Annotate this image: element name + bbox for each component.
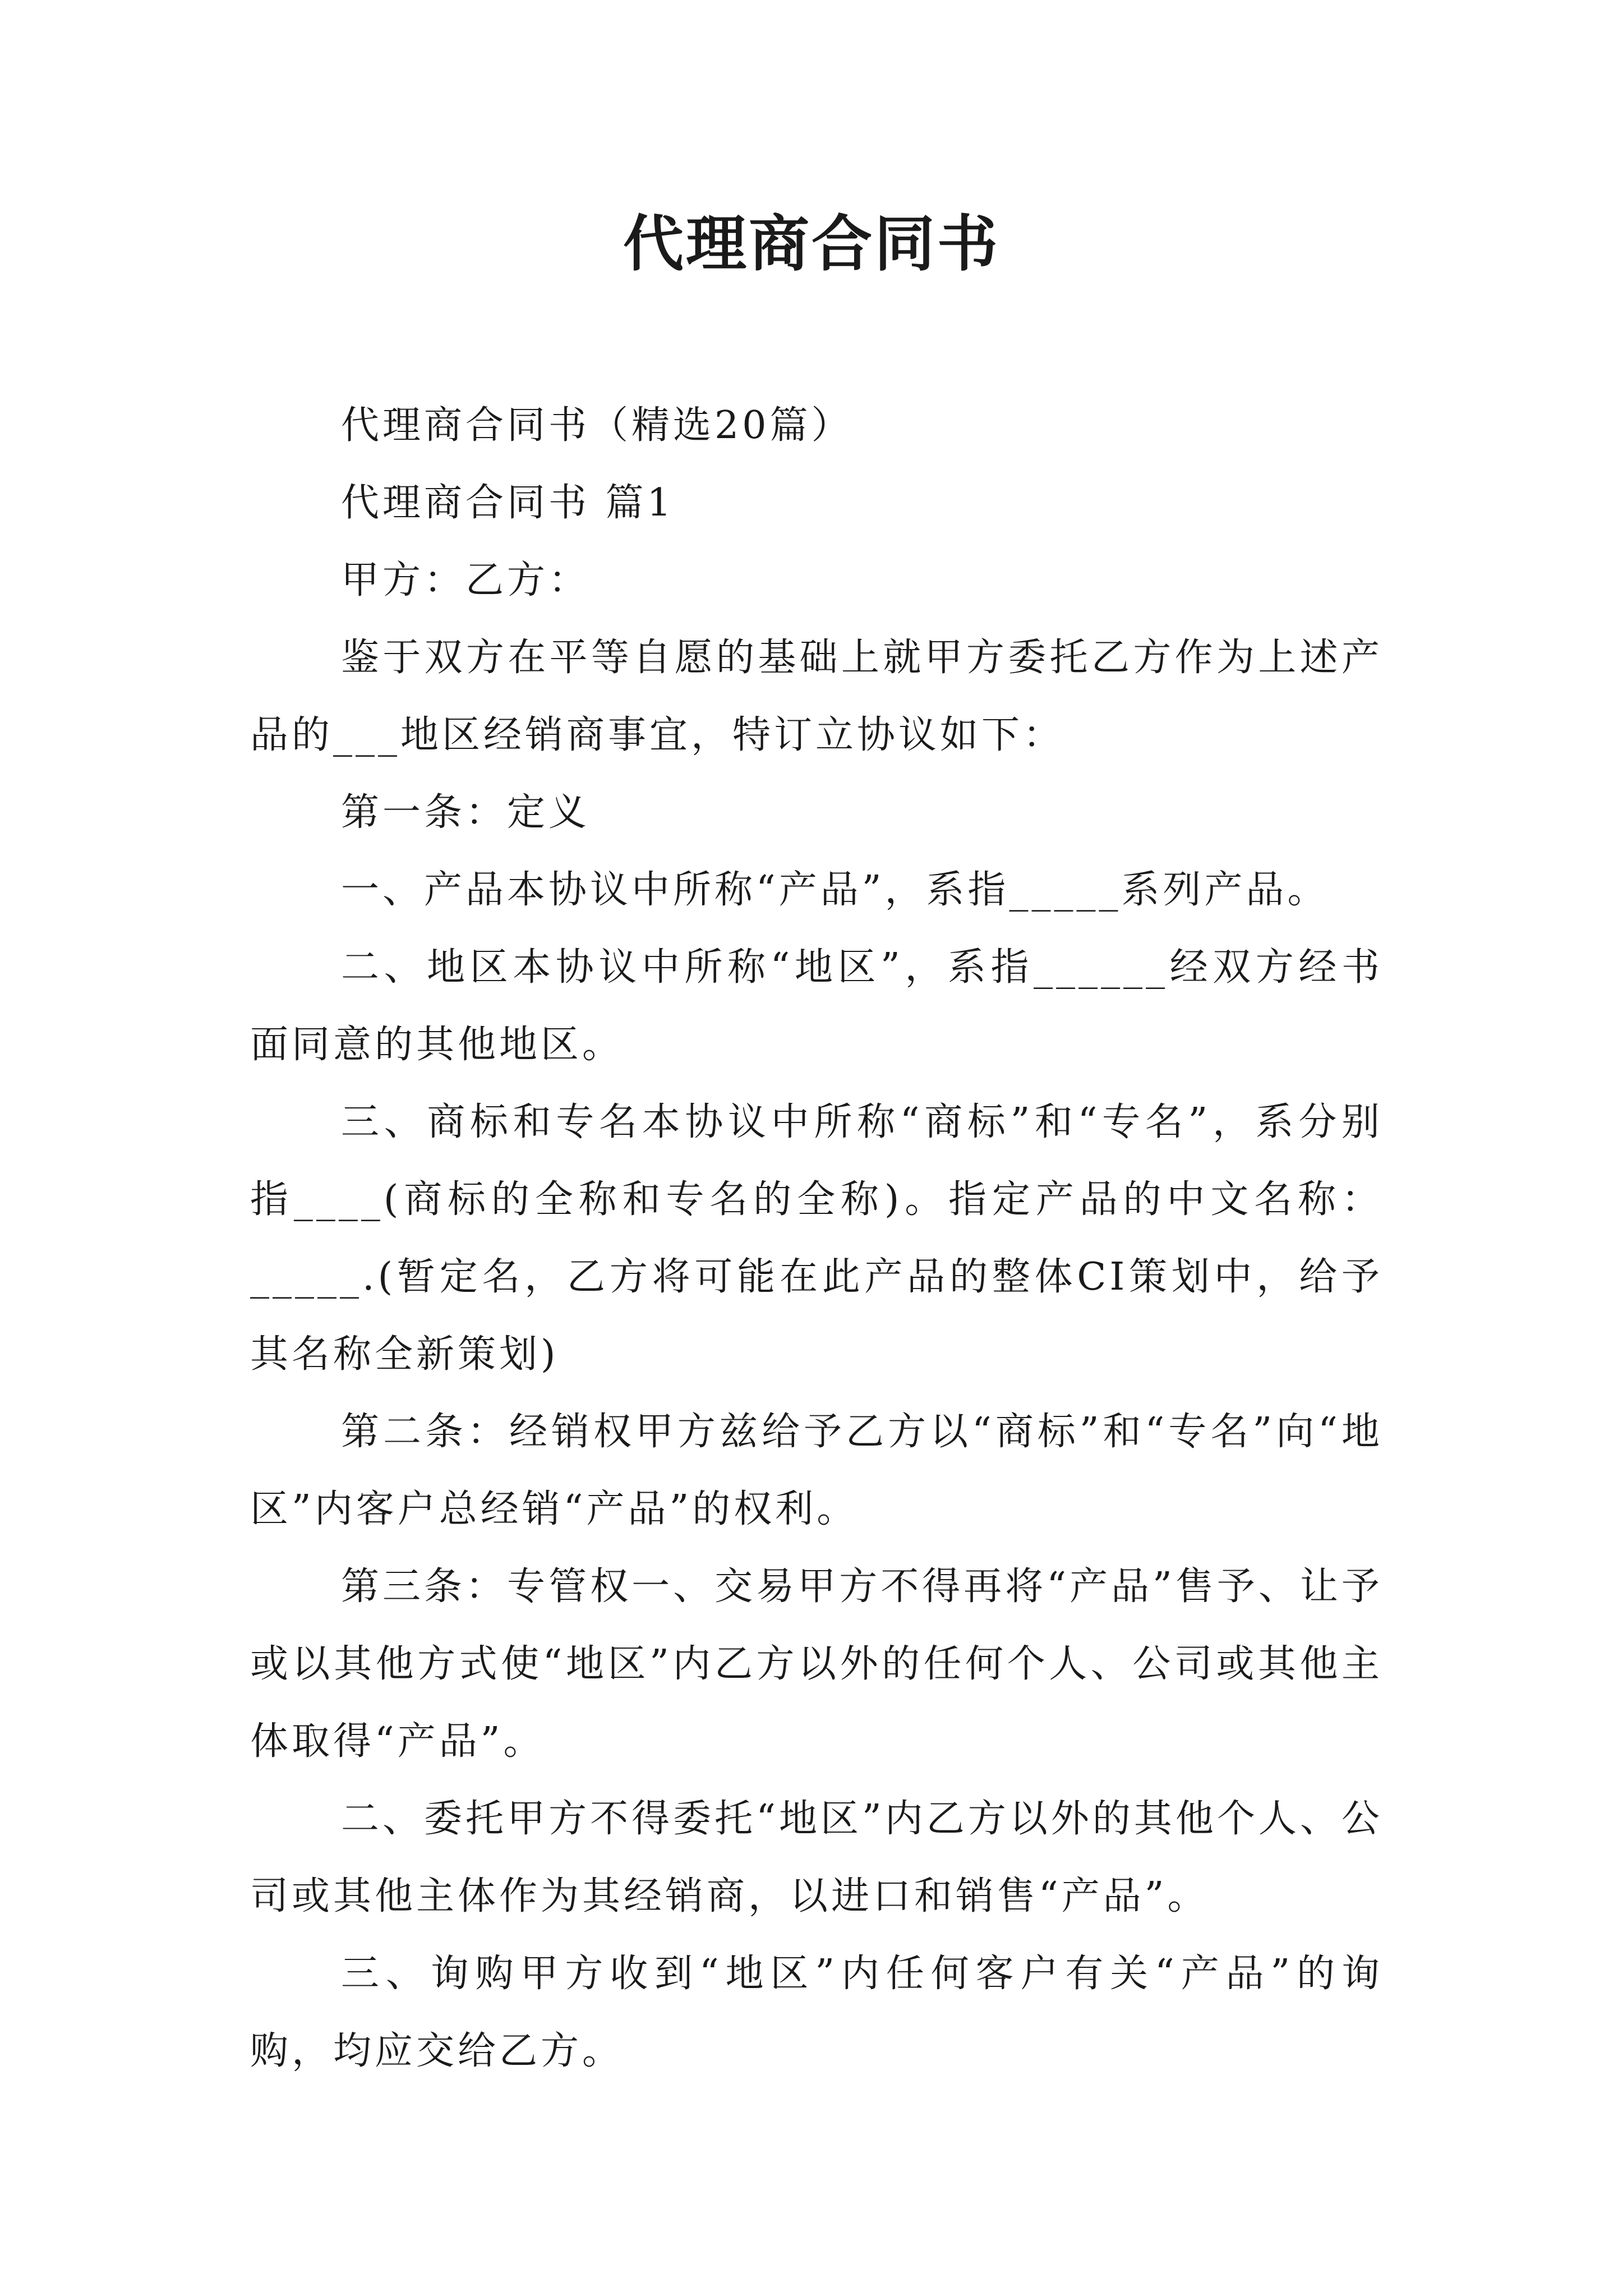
- paragraph-article-2: 第二条：经销权甲方兹给予乙方以“商标”和“专名”向“地区”内客户总经销“产品”的权利。: [250, 1410, 1383, 1531]
- paragraph-article-3: 第三条：专管权一、交易甲方不得再将“产品”售予、让予或以其他方式使“地区”内乙方以外的任何个人、公司或其他主体取得“产品”。: [250, 1565, 1383, 1764]
- paragraph-region-definition: 二、地区本协议中所称“地区”，系指______经双方经书面同意的其他地区。: [250, 945, 1383, 1067]
- paragraph-inquiry: 三、询购甲方收到“地区”内任何客户有关“产品”的询购，均应交给乙方。: [250, 1952, 1383, 2073]
- paragraph-article-1-heading: 第一条：定义: [341, 790, 591, 835]
- paragraph-product-definition: 一、产品本协议中所称“产品”，系指_____系列产品。: [341, 868, 1329, 912]
- paragraph-trademark-definition: 三、商标和专名本协议中所称“商标”和“专名”，系分别指____(商标的全称和专名的全称)。指定产品的中文名称：_____.(暂定名，乙方将可能在此产品的整体CI策划中，给予其名称全新策划): [250, 1100, 1383, 1377]
- paragraph-parties: 甲方：乙方：: [341, 558, 591, 602]
- document-body: [250, 387, 1383, 2090]
- paragraph-collection-heading: 代理商合同书（精选20篇）: [341, 403, 853, 448]
- paragraph-preamble: 鉴于双方在平等自愿的基础上就甲方委托乙方作为上述产品的___地区经销商事宜，特订立协议如下：: [250, 636, 1383, 757]
- paragraph-entrustment: 二、委托甲方不得委托“地区”内乙方以外的其他个人、公司或其他主体作为其经销商，以进口和销售“产品”。: [250, 1797, 1383, 1918]
- document-title: 代理商合同书: [623, 209, 1000, 279]
- paragraph-chapter-heading: 代理商合同书 篇1: [341, 481, 675, 525]
